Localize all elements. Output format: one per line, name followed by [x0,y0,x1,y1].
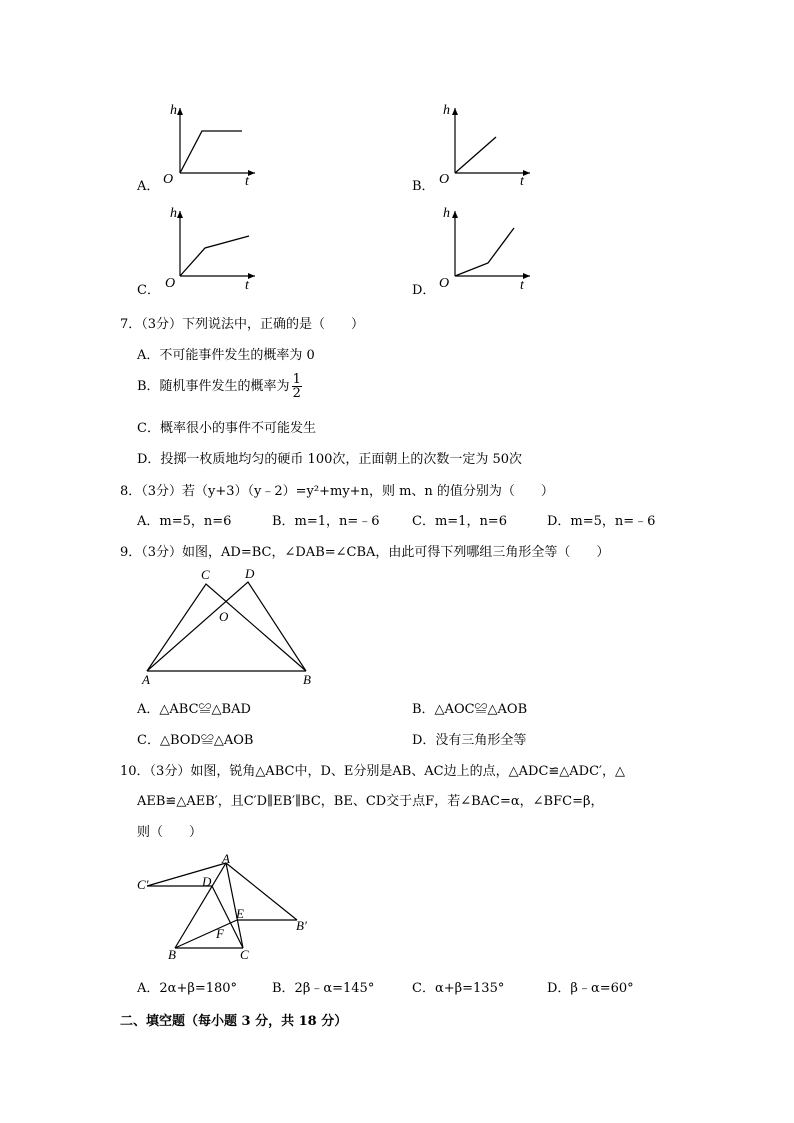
q10-option-d: D．β﹣α=60° [547,981,634,996]
graph-c-line [180,236,249,276]
q8-option-c: C．m=1，n=6 [412,514,507,529]
q9-option-b: B．△AOC≌△AOB [412,702,528,717]
q7-option-d: D．投掷一枚质地均匀的硬币 100次，正面朝上的次数一定为 50次 [137,452,523,467]
graph-a-line [180,131,242,173]
option-letter-b: B． [412,179,435,194]
q9-label-a: A [142,672,150,687]
graph-d-line [455,228,514,276]
q8-option-d: D．m=5，n=﹣6 [547,514,656,529]
section-2-heading: 二、填空题（每小题 3 分，共 18 分） [120,1014,348,1029]
axis-t-label: t [520,174,524,189]
q10-option-a: A．2α+β=180° [137,981,238,996]
q7-option-b: B．随机事件发生的概率为 $\frac{1}{2}$ [137,372,301,401]
q10-label-b-prime: B′ [296,918,307,933]
origin-label: O [165,276,176,291]
q7-option-c: C．概率很小的事件不可能发生 [137,421,316,436]
q9-option-a: A．△ABC≌△BAD [137,702,251,717]
axis-t-label: t [520,278,524,293]
q10-option-b: B．2β﹣α=145° [272,981,375,996]
option-letter-c: C． [137,283,160,298]
q10-label-c-prime: C′ [137,877,149,892]
q10-option-c: C．α+β=135° [412,981,505,996]
q7-option-a: A．不可能事件发生的概率为 0 [137,348,315,363]
q10-stem-line3: 则（ ） [137,825,203,840]
q10-stem-line2: AEB≌△AEB′，且C′D∥EB′∥BC，BE、CD交于点F，若∠BAC=α，∠BFC=β， [137,794,604,809]
q10-figure [140,850,320,965]
q8-option-a: A．m=5，n=6 [137,514,232,529]
q8-option-b: B．m=1，n=﹣6 [272,514,380,529]
q9-figure [140,560,340,690]
origin-label: O [439,276,450,291]
origin-label: O [163,172,174,187]
axis-h-label: h [170,206,177,221]
q7-stem: 7．（3分）下列说法中，正确的是（ ） [120,317,365,332]
origin-label: O [439,172,450,187]
q10-label-f: F [216,926,224,941]
q10-label-b: B [168,947,176,962]
q10-stem-line1: 10．（3分）如图，锐角△ABC中，D、E分别是AB、AC边上的点，△ADC≌△ADC′，△ [120,764,625,779]
fraction-one-half: $\frac{1}{2}$ [292,372,301,401]
axis-t-label: t [245,278,249,293]
q9-option-d: D．没有三角形全等 [412,733,527,748]
q10-label-d: D [202,874,212,889]
axis-h-label: h [170,103,177,118]
graph-b-line [455,137,496,173]
q9-label-d: D [245,566,255,581]
axis-h-label: h [443,103,450,118]
axis-t-label: t [245,174,249,189]
q10-label-c: C [240,947,249,962]
q10-label-e: E [236,906,244,921]
q9-option-c: C．△BOD≌△AOB [137,733,254,748]
q9-stem: 9．（3分）如图，AD=BC，∠DAB=∠CBA，由此可得下列哪组三角形全等（ ） [120,545,610,560]
q8-stem: 8．（3分）若（y+3）（y﹣2）=y²+my+n，则 m、n 的值分别为（ ） [120,484,554,499]
q10-label-a: A [222,851,230,866]
axis-h-label: h [443,206,450,221]
option-letter-d: D． [412,283,436,298]
q9-label-c: C [201,567,210,582]
option-letter-a: A． [137,179,160,194]
q9-label-b: B [303,672,311,687]
q9-label-o: O [219,609,229,624]
